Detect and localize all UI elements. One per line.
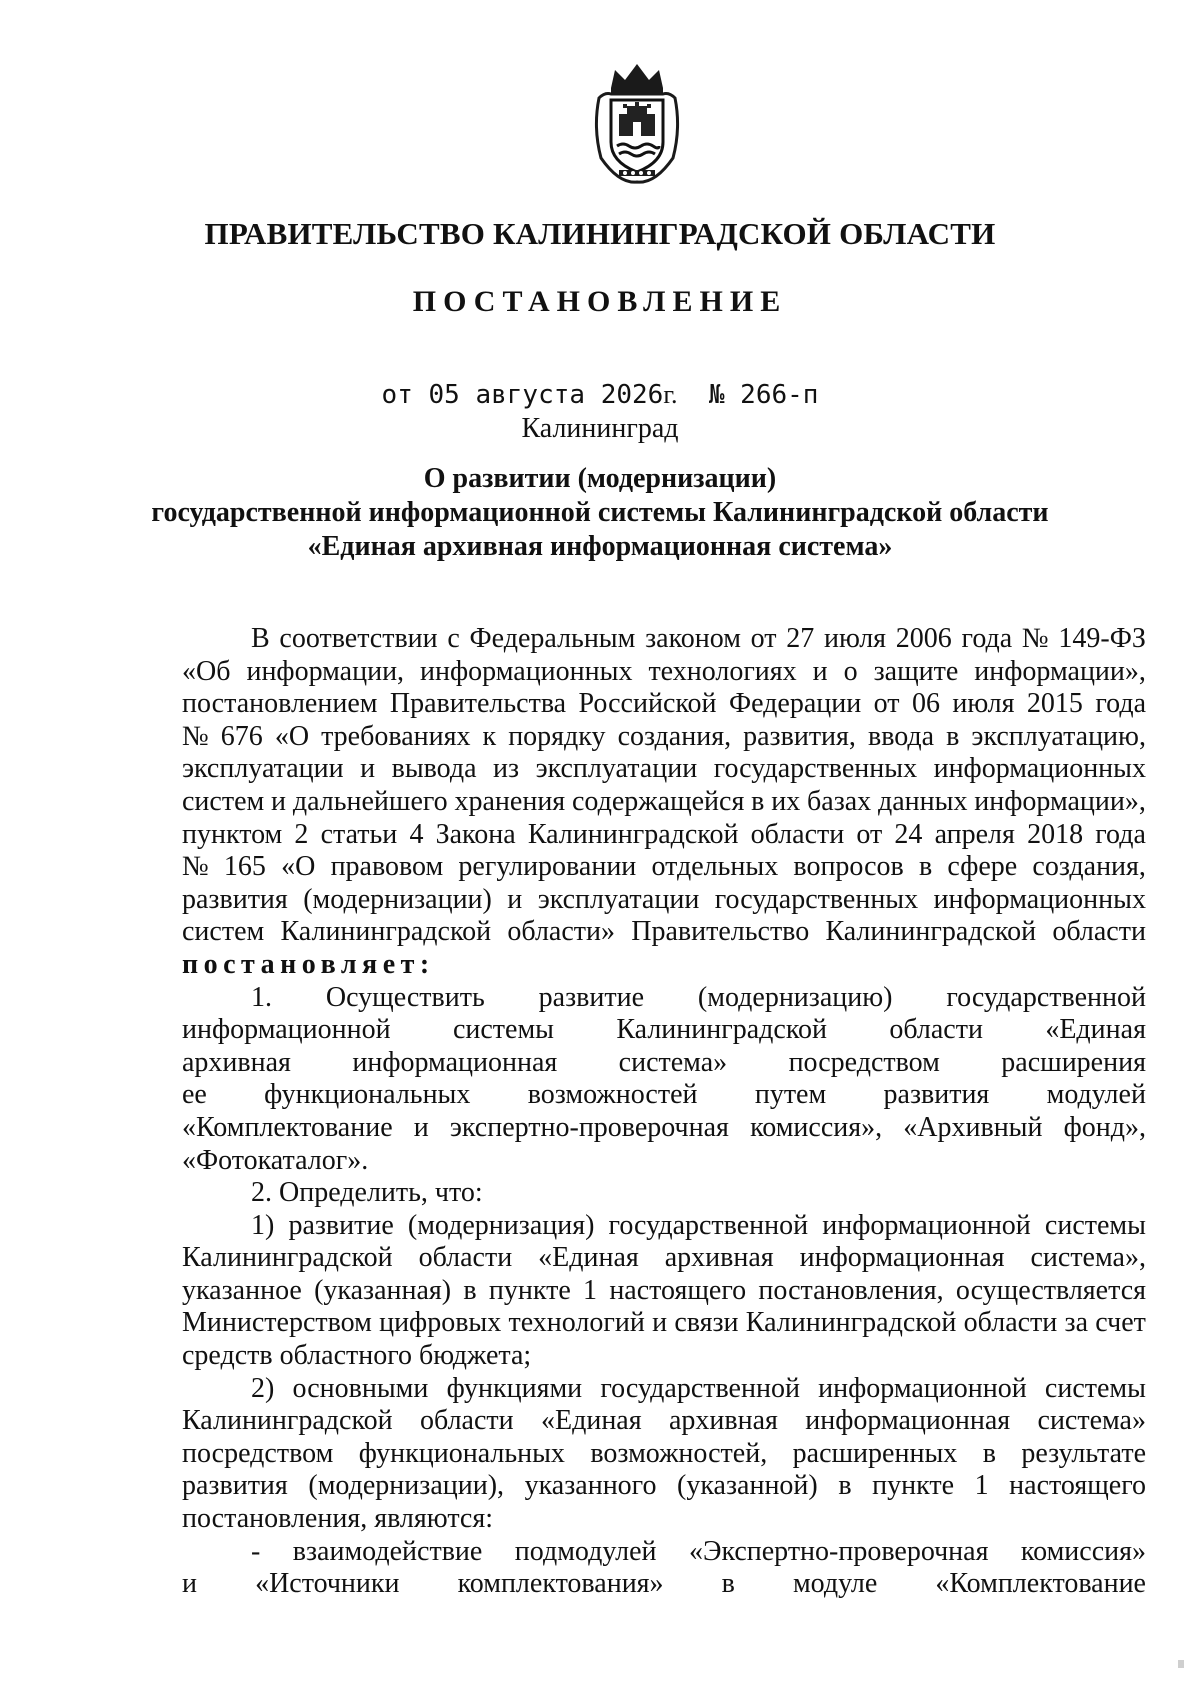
body-line: - взаимодействие подмодулей «Экспертно-проверочная комиссия»: [251, 1535, 1146, 1567]
document-date: от 05 августа 2026: [381, 380, 664, 410]
body-line: посредством функциональных возможностей, расширенных в результате: [182, 1437, 1146, 1469]
body-line: пунктом 2 статьи 4 Закона Калининградской области от 24 апреля 2018 года: [182, 818, 1146, 850]
document-number: № 266-п: [708, 380, 819, 410]
subject-line: государственной информационной системы Калининградской области: [151, 497, 1049, 528]
body-line: Министерством цифровых технологий и связи Калининградской области за счет: [182, 1307, 1146, 1339]
body-line: эксплуатации и вывода из эксплуатации государственных информационных: [182, 753, 1146, 785]
date-number-line: [0, 380, 1200, 410]
subject-line: О развитии (модернизации): [423, 463, 777, 494]
body-line: 1) развитие (модернизация) государственной информационной системы: [251, 1209, 1146, 1241]
document-subject: [0, 462, 1200, 564]
body-line: 2) основными функциями государственной информационной системы: [251, 1372, 1146, 1404]
subject-line: «Единая архивная информационная система»: [307, 531, 893, 562]
body-line: В соответствии с Федеральным законом от 27 июля 2006 года № 149-ФЗ: [251, 623, 1146, 654]
scan-artifact: [1178, 1660, 1184, 1668]
body-line: систем Калининградской области» Правительство Калининградской области: [182, 916, 1146, 948]
body-line: развития (модернизации), указанного (указанной) в пункте 1 настоящего: [182, 1470, 1146, 1502]
body-line: Калининградской области «Единая архивная информационная система»: [182, 1405, 1146, 1437]
document-type: ПОСТАНОВЛЕНИЕ: [412, 285, 788, 318]
body-line: Калининградской области «Единая архивная информационная система»,: [182, 1242, 1146, 1274]
body-line: № 676 «О требованиях к порядку создания, развития, ввода в эксплуатацию,: [182, 720, 1146, 752]
date-suffix: г.: [663, 380, 678, 409]
body-line: ее функциональных возможностей путем развития модулей: [182, 1079, 1146, 1111]
body-line: постановлением Правительства Российской Федерации от 06 июля 2015 года: [182, 688, 1146, 720]
resolves-word: постановляет:: [182, 948, 435, 980]
government-name: ПРАВИТЕЛЬСТВО КАЛИНИНГРАДСКОЙ ОБЛАСТИ: [204, 216, 996, 251]
body-line: средств областного бюджета;: [182, 1340, 532, 1372]
body-line: указанное (указанная) в пункте 1 настоящего постановления, осуществляется: [182, 1274, 1146, 1306]
document-city: Калининград: [521, 413, 679, 444]
body-line: 2. Определить, что:: [251, 1177, 483, 1209]
body-line: систем и дальнейшего хранения содержащейся в их базах данных информации»,: [182, 785, 1146, 817]
body-line: архивная информационная система» посредством расширения: [182, 1046, 1146, 1078]
body-line: «Фотокаталог».: [182, 1144, 369, 1176]
body-line: «Комплектование и экспертно-проверочная комиссия», «Архивный фонд»,: [182, 1111, 1146, 1143]
body-line: «Об информации, информационных технологиях и о защите информации»,: [182, 655, 1146, 687]
body-line: постановления, являются:: [182, 1503, 493, 1535]
body-line: 1. Осуществить развитие (модернизацию) государственной: [251, 981, 1146, 1013]
coat-of-arms-icon: [589, 58, 685, 186]
document-body: [182, 623, 1146, 1601]
body-line: № 165 «О правовом регулировании отдельных вопросов в сфере создания,: [182, 851, 1146, 883]
body-line: и «Источники комплектования» в модуле «Комплектование: [182, 1568, 1146, 1600]
body-line: информационной системы Калининградской области «Единая: [182, 1014, 1146, 1046]
body-line: развития (модернизации) и эксплуатации государственных информационных: [182, 883, 1146, 915]
